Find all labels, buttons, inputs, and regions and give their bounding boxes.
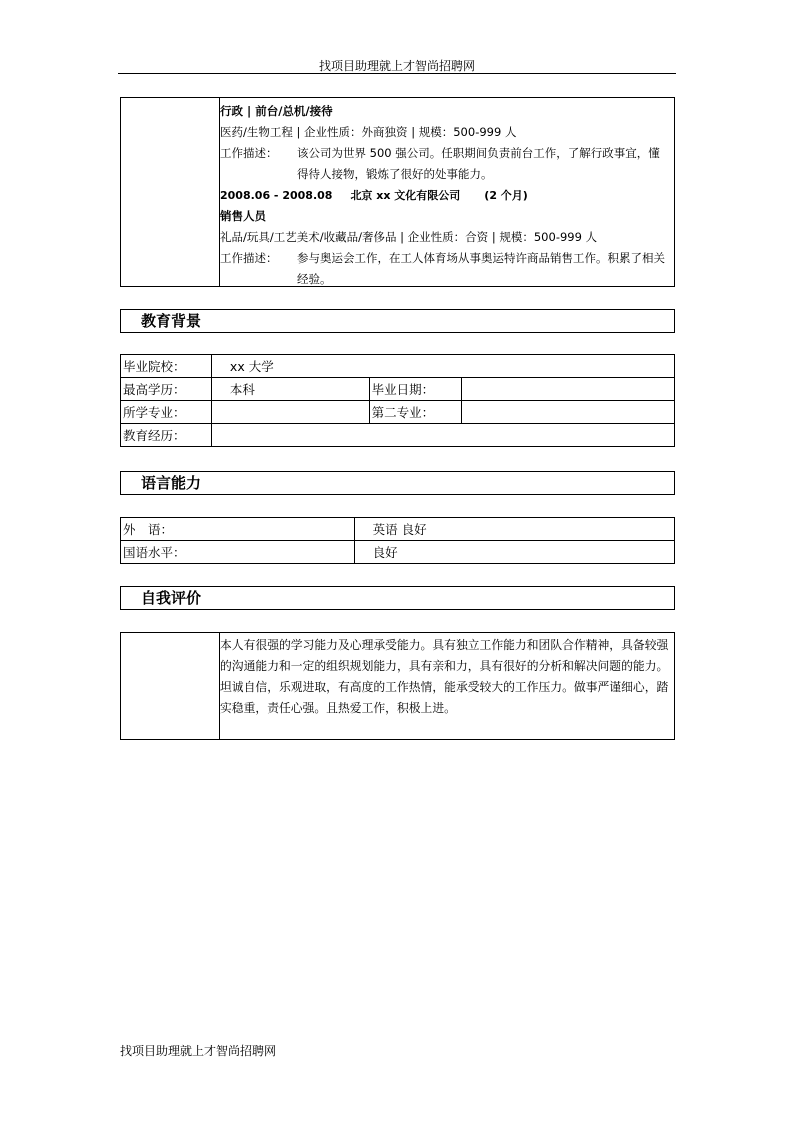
grad-date-label: 毕业日期： [369, 378, 461, 401]
job1-desc: 该公司为世界 500 强公司。任职期间负责前台工作，了解行政事宜，懂得待人接物，锻炼了很好的处事能力。 [297, 146, 660, 181]
second-major-label: 第二专业： [369, 401, 461, 424]
foreign-language-value: 英语 良好 [354, 518, 674, 541]
job2-company: 北京 xx 文化有限公司 [350, 189, 461, 202]
table-row [121, 541, 675, 564]
job1-desc-label: 工作描述： [220, 146, 278, 160]
job2-desc-row [220, 248, 668, 290]
header-rule [118, 73, 676, 74]
grad-date-value [461, 378, 674, 401]
language-table [120, 517, 675, 564]
table-row [121, 518, 675, 541]
job1-company-info: 医药/生物工程 | 企业性质：外商独资 | 规模：500-999 人 [220, 125, 517, 139]
work-left-cell [121, 98, 220, 286]
job2-position: 销售人员 [220, 209, 266, 223]
history-value [211, 424, 674, 447]
job2-header [220, 185, 668, 206]
table-row [121, 378, 675, 401]
page-header: 找项目助理就上才智尚招聘网 [318, 59, 475, 73]
education-section-title: 教育背景 [120, 309, 675, 333]
job2-period: 2008.06 - 2008.08 [220, 189, 333, 202]
major-value [211, 401, 369, 424]
second-major-value [461, 401, 674, 424]
work-experience-table [120, 97, 675, 287]
work-details [220, 98, 674, 286]
job1-desc-row [220, 143, 668, 185]
mandarin-label: 国语水平： [121, 541, 355, 564]
major-label: 所学专业： [121, 401, 212, 424]
job2-duration: (2 个月) [484, 189, 528, 202]
table-row [121, 401, 675, 424]
table-row [121, 424, 675, 447]
job2-desc: 参与奥运会工作，在工人体育场从事奥运特许商品销售工作。积累了相关经验。 [297, 251, 665, 286]
language-section-title: 语言能力 [120, 471, 675, 495]
job2-company-info: 礼品/玩具/工艺美术/收藏品/奢侈品 | 企业性质：合资 | 规模：500-999 人 [220, 230, 598, 244]
history-label: 教育经历： [121, 424, 212, 447]
degree-value: 本科 [211, 378, 369, 401]
education-table [120, 354, 675, 447]
foreign-language-label: 外 语： [121, 518, 355, 541]
self-eval-left-cell [121, 633, 220, 739]
self-eval-table [120, 632, 675, 740]
table-row [121, 355, 675, 378]
degree-label: 最高学历： [121, 378, 212, 401]
job1-position: 行政 | 前台/总机/接待 [220, 104, 333, 118]
self-eval-text: 本人有很强的学习能力及心理承受能力。具有独立工作能力和团队合作精神，具备较强的沟通能力和一定的组织规划能力，具有亲和力，具有很好的分析和解决问题的能力。坦诚自信，乐观进取，有高度的工作热情，能承受较大的工作压力。做事严谨细心，踏实稳重，责任心强。且热爱工作，积极上进。 [220, 638, 669, 715]
school-label: 毕业院校： [121, 355, 212, 378]
job2-desc-label: 工作描述： [220, 251, 278, 265]
self-eval-section-title: 自我评价 [120, 586, 675, 610]
school-value: xx 大学 [211, 355, 674, 378]
mandarin-value: 良好 [354, 541, 674, 564]
page-footer: 找项目助理就上才智尚招聘网 [120, 1044, 277, 1058]
